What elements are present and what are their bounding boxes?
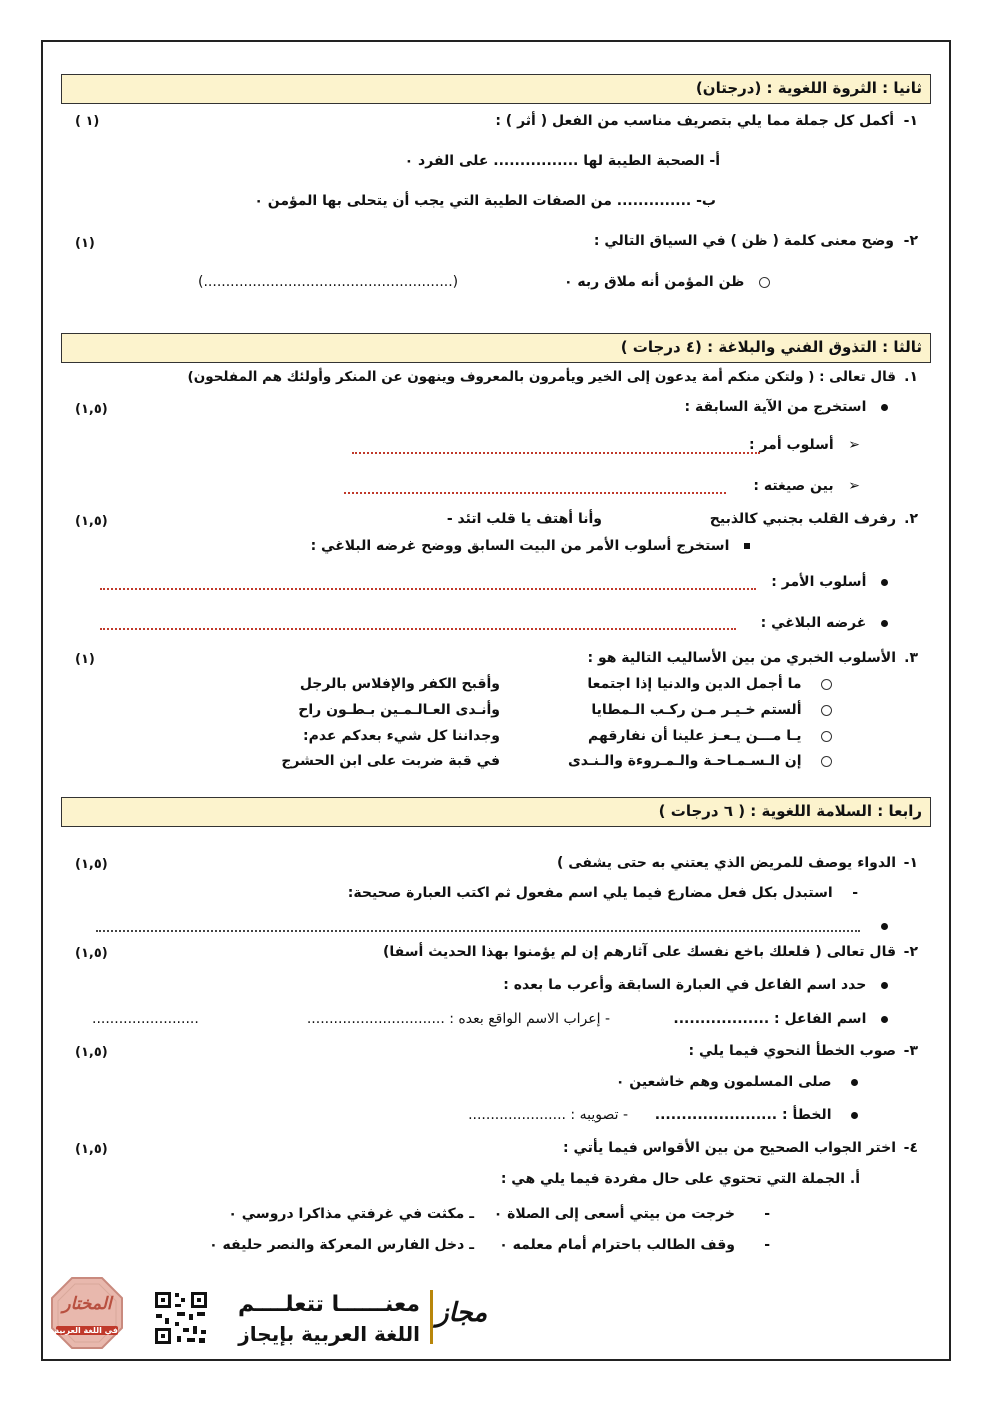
answer-line <box>753 478 860 494</box>
instruction <box>311 538 750 554</box>
instruction-text: حدد اسم الفاعل في العبارة السابقة وأعرب ما بعده : <box>503 977 867 993</box>
qr-code-icon <box>153 1290 209 1346</box>
answer-line <box>655 1107 858 1123</box>
question-mark: (١,٥) <box>75 1142 108 1157</box>
instruction-text: استخرج أسلوب الأمر من البيت السابق ووضح غرضه البلاغي : <box>310 538 730 554</box>
question-text: قال تعالى ( فلعلك باخع نفسك على آثارهم إن لم يؤمنوا بهذا الحديث أسفا) <box>383 944 896 960</box>
answer-dots <box>96 930 860 932</box>
line-label: غرضه البلاغي : <box>760 615 867 631</box>
answer-line <box>771 574 888 590</box>
list-item <box>616 1074 858 1090</box>
q-number: ٢- <box>903 944 918 960</box>
circle-bullet-icon <box>821 679 832 690</box>
line-label: - تصويبه : ...................... <box>468 1107 628 1123</box>
question-text: الدواء يوصف للمريض الذي يعتني به حتى يشفى ) <box>556 855 896 871</box>
answer-blank: (........................................................) <box>198 274 459 290</box>
sub-item: ب- .............. من الصفات الطيبة التي يجب أن يتحلى بها المؤمن ٠ <box>254 193 716 209</box>
section-header-grammar: رابعا : السلامة اللغوية : ( ٦ درجات ) <box>61 797 931 827</box>
question-mark: (١,٥) <box>75 1045 108 1060</box>
option-hemistich: يـا مـــن يـعـز علينا أن نفارقهم <box>588 728 802 744</box>
arrow-icon: ➢ <box>848 437 860 453</box>
answer-dots <box>100 628 736 630</box>
question-text: اختر الجواب الصحيح من بين الأقواس فيما يأتي : <box>562 1140 896 1156</box>
question-mark: (١,٥) <box>75 514 108 529</box>
q-number: ١- <box>903 113 918 129</box>
q-number: ٢- <box>903 233 918 249</box>
option-hemistich: إن الـسـمـاحـة والـمـروءة والـنـدى <box>567 753 802 769</box>
logo-text: المختار <box>62 1294 112 1314</box>
instruction: أ. الجملة التي تحتوي على حال مفردة فيما يلي هي : <box>500 1171 860 1187</box>
option-hemistich-b: وأنـدى العـالـمـين بـطـون راح <box>298 702 500 718</box>
choice: ـ دخل الفارس المعركة والنصر حليفه ٠ <box>209 1237 474 1253</box>
mukhtar-logo <box>50 1276 124 1350</box>
question-text: وضح معنى كلمة ( ظن ) في السياق التالي : <box>593 233 894 249</box>
bullet-icon <box>881 982 888 989</box>
option-row <box>568 753 832 769</box>
section-header-rhetoric: ثالثا : التذوق الفني والبلاغة : (٤ درجات ) <box>61 333 931 363</box>
logo-subtext: في اللغة العربية <box>54 1326 118 1335</box>
option-row <box>588 728 832 744</box>
answer-line <box>673 1011 888 1027</box>
answer-dots <box>100 588 756 590</box>
bullet-icon <box>881 620 888 627</box>
circle-bullet-icon <box>821 731 832 742</box>
circle-bullet-icon <box>759 277 770 288</box>
bullet-icon <box>881 404 888 411</box>
circle-bullet-icon <box>821 705 832 716</box>
line-label: أسلوب الأمر : <box>771 574 867 590</box>
q-number: ١. <box>904 369 918 385</box>
choice-text: وقف الطالب باحترام أمام معلمه ٠ <box>499 1237 735 1253</box>
brand-text: مجاز <box>436 1298 488 1328</box>
q-number: ٣. <box>904 650 918 666</box>
footer-slogan: معنــــــا تتعلــــم <box>237 1292 420 1317</box>
bullet-icon <box>881 579 888 586</box>
answer-dots <box>344 492 726 494</box>
arrow-icon: ➢ <box>848 478 860 494</box>
brand-logo-majaz <box>426 1290 488 1350</box>
option-hemistich: ما أجمل الدين والدنيا إذا اجتمعا <box>587 676 802 692</box>
choice: - خرجت من بيتي أسعى إلى الصلاة ٠ <box>493 1206 770 1222</box>
question-mark: (١) <box>75 652 95 667</box>
instruction: - استبدل بكل فعل مضارع فيما يلي اسم مفعول ثم اكتب العبارة صحيحة: <box>347 885 858 901</box>
bullet-icon <box>851 1079 858 1086</box>
instruction-text: استبدل بكل فعل مضارع فيما يلي اسم مفعول ثم اكتب العبارة صحيحة: <box>347 885 833 901</box>
q-number: ١- <box>903 855 918 871</box>
circle-bullet-icon <box>821 756 832 767</box>
line-label: الخطأ : ....................... <box>654 1107 832 1123</box>
question-mark: (١,٥) <box>75 857 108 872</box>
instruction-text: استخرج من الآية السابقة : <box>684 399 867 415</box>
list-item <box>564 274 770 290</box>
question-mark: (١,٥) <box>75 402 108 417</box>
line-label: بين صيغته : <box>753 478 834 494</box>
question-text: الأسلوب الخبري من بين الأساليب التالية هو : <box>587 650 896 666</box>
option-row <box>591 702 832 718</box>
instruction <box>503 977 888 993</box>
verse-first: رفرف القلب بجنبي كالذبيح <box>709 511 896 527</box>
bullet-icon <box>881 923 888 930</box>
trailing-dots: ........................ <box>92 1011 199 1027</box>
line-label: اسم الفاعل : .................. <box>673 1011 867 1027</box>
answer-line <box>749 437 860 453</box>
section-header-lexicon: ثانيا : الثروة اللغوية : (درجتان) <box>61 74 931 104</box>
q-number: ٤- <box>903 1140 918 1156</box>
option-hemistich: ألستم خـيـر مـن ركـب الـمطايا <box>591 702 802 718</box>
option-hemistich-b: في قبة ضربت على ابن الحشرج <box>281 753 500 769</box>
bullet-icon <box>881 1016 888 1023</box>
answer-dots <box>352 452 760 454</box>
footer-subtitle: اللغة العربية بإيجاز <box>238 1322 420 1346</box>
question-mark: ( ١) <box>75 114 100 129</box>
item-text: صلى المسلمون وهم خاشعين ٠ <box>615 1074 832 1090</box>
line-label: - إعراب الاسم الواقع بعده : ............................... <box>306 1011 610 1027</box>
question-text: صوب الخطأ النحوي فيما يلي : <box>688 1043 896 1059</box>
question-text: قال تعالى : ( ولتكن منكم أمة يدعون إلى الخير ويأمرون بالمعروف وينهون عن المنكر وأولئك هم المفلحون) <box>187 369 896 385</box>
bullet <box>881 918 888 934</box>
choice: ـ مكثت في غرفتي مذاكرا دروسي ٠ <box>228 1206 474 1222</box>
q-number: ٢. <box>904 511 918 527</box>
instruction <box>684 399 888 415</box>
question-mark: (١) <box>75 236 95 251</box>
option-hemistich-b: وأقبح الكفر والإفلاس بالرجل <box>299 676 500 692</box>
option-hemistich-b: وجداننا كل شيء بعدكم عدم: <box>302 728 500 744</box>
choice-text: خرجت من بيتي أسعى إلى الصلاة ٠ <box>493 1206 735 1222</box>
option-row <box>587 676 832 692</box>
item-text: ظن المؤمن أنه ملاق ربه ٠ <box>564 274 745 290</box>
question-mark: (١,٥) <box>75 946 108 961</box>
verse-second: وأنا أهتف يا قلب اتئد - <box>446 511 602 527</box>
answer-line <box>761 615 888 631</box>
question-text: أكمل كل جملة مما يلي بتصريف مناسب من الفعل ( أثر ) : <box>495 113 894 129</box>
choice: - وقف الطالب باحترام أمام معلمه ٠ <box>499 1237 770 1253</box>
bullet-icon <box>851 1112 858 1119</box>
square-bullet-icon <box>744 543 750 549</box>
q-number: ٣- <box>903 1043 918 1059</box>
line-label: أسلوب أمر : <box>748 437 834 453</box>
sub-item: أ- الصحبة الطيبة لها ................ على الفرد ٠ <box>404 153 720 169</box>
